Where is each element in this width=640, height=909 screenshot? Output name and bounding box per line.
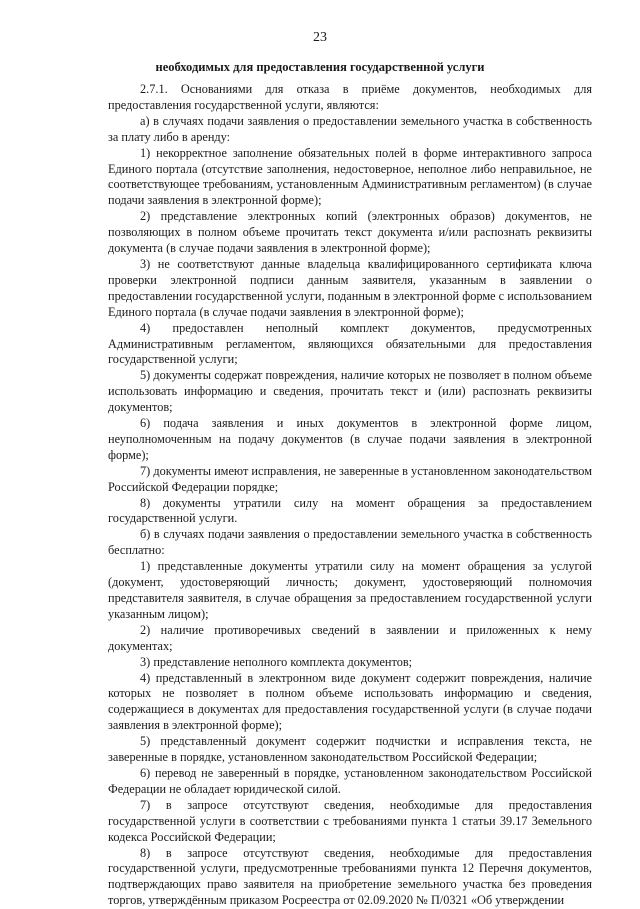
paragraph: 7) документы имеют исправления, не заверенные в установленном законодательством Российской Федерации порядке;	[108, 464, 592, 496]
paragraph: 5) представленный документ содержит подчистки и исправления текста, не заверенные в порядке, установленном законодательством Российской Федерации;	[108, 734, 592, 766]
paragraph: 1) некорректное заполнение обязательных полей в форме интерактивного запроса Единого портала (отсутствие заполнения, недостоверное, неполное либо неправильное, не соответствующее требованиям, установленным Административным регламентом) (в случае подачи заявления в электронной форме);	[108, 146, 592, 210]
paragraph: 4) предоставлен неполный комплект документов, предусмотренных Административным регламентом, являющихся обязательными для предоставления государственной услуги;	[108, 321, 592, 369]
section-heading: необходимых для предоставления государственной услуги	[0, 60, 640, 75]
paragraph: 2) наличие противоречивых сведений в заявлении и приложенных к нему документах;	[108, 623, 592, 655]
paragraph: 7) в запросе отсутствуют сведения, необходимые для предоставления государственной услуги в соответствии с требованиями пункта 1 статьи 39.17 Земельного кодекса Российской Федерации;	[108, 798, 592, 846]
paragraph: 8) документы утратили силу на момент обращения за предоставлением государственной услуги.	[108, 496, 592, 528]
paragraph: 4) представленный в электронном виде документ содержит повреждения, наличие которых не позволяет в полном объеме использовать информацию и сведения, содержащиеся в документах для предоставления государственной услуги (в случае подачи заявления в электронной форме);	[108, 671, 592, 735]
paragraph: 5) документы содержат повреждения, наличие которых не позволяет в полном объеме использовать информацию и сведения, прочитать текст и (или) распознать реквизиты документов;	[108, 368, 592, 416]
paragraph: 3) представление неполного комплекта документов;	[108, 655, 592, 671]
paragraph: б) в случаях подачи заявления о предоставлении земельного участка в собственность бесплатно:	[108, 527, 592, 559]
paragraph: 6) перевод не заверенный в порядке, установленном законодательством Российской Федерации не обладает юридической силой.	[108, 766, 592, 798]
page-number: 23	[0, 30, 640, 46]
body-text	[108, 82, 592, 909]
paragraph: 2) представление электронных копий (электронных образов) документов, не позволяющих в полном объеме прочитать текст документа и/или распознать реквизиты документа (в случае подачи заявления в электронной форме);	[108, 209, 592, 257]
paragraph: 3) не соответствуют данные владельца квалифицированного сертификата ключа проверки электронной подписи данным заявителя, указанным в заявлении о предоставлении государственной услуги, поданным в электронной форме с использованием Единого портала (в случае подачи заявления в электронной форме);	[108, 257, 592, 321]
paragraph: 8) в запросе отсутствуют сведения, необходимые для предоставления государственной услуги, предусмотренные требованиями пункта 12 Перечня документов, подтверждающих право заявителя на приобретение земельного участка без проведения торгов, утверждённым приказом Росреестра от 02.09.2020 № П/0321 «Об утверждении	[108, 846, 592, 909]
paragraph: 6) подача заявления и иных документов в электронной форме лицом, неуполномоченным на подачу документов (в случае подачи заявления в электронной форме);	[108, 416, 592, 464]
paragraph: а) в случаях подачи заявления о предоставлении земельного участка в собственность за плату либо в аренду:	[108, 114, 592, 146]
paragraph: 2.7.1. Основаниями для отказа в приёме документов, необходимых для предоставления государственной услуги, являются:	[108, 82, 592, 114]
paragraph: 1) представленные документы утратили силу на момент обращения за услугой (документ, удостоверяющий личность; документ, удостоверяющий полномочия представителя заявителя, в случае обращения за предоставлением государственной услуги указанным лицом);	[108, 559, 592, 623]
